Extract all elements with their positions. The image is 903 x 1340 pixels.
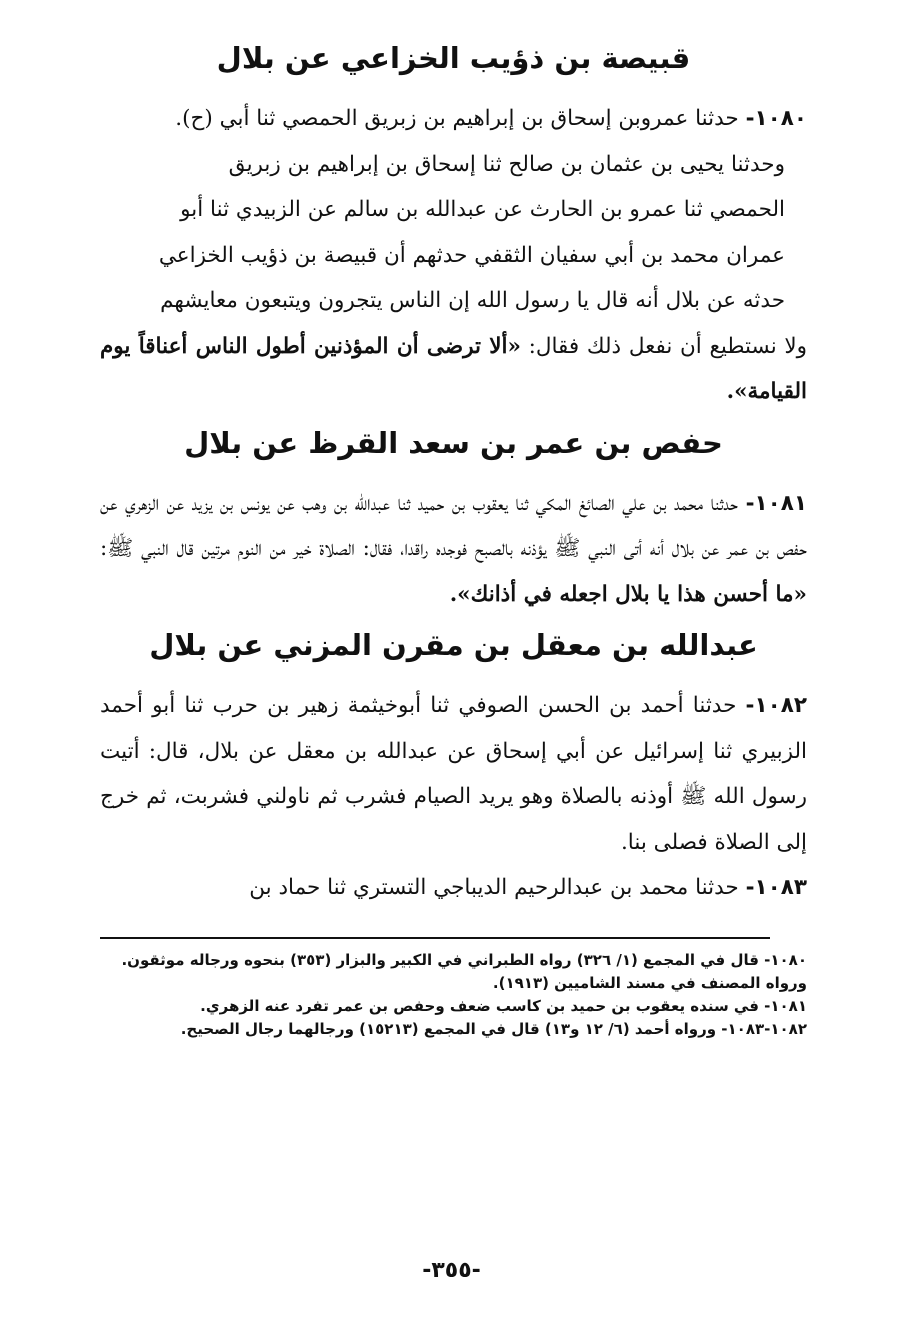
hadith-number-1083: ١٠٨٣-	[745, 875, 807, 900]
hadith-1083-text: حدثنا محمد بن عبدالرحيم الديباجي التستري ثنا حماد بن	[249, 875, 739, 900]
hadith-number-1081: ١٠٨١-	[745, 490, 807, 516]
hadith-1082	[100, 683, 807, 865]
hadith-1080-line: وحدثنا يحيى بن عثمان بن صالح ثنا إسحاق بن إبراهيم بن زبريق	[228, 151, 785, 177]
footnote-divider	[100, 937, 770, 939]
footnote-1081: ١٠٨١- في سنده يعقوب بن حميد بن كاسب ضعف وحفص بن عمر تفرد عنه الزهري.	[200, 996, 807, 1015]
hadith-1080-chain-1	[100, 96, 807, 142]
footnotes	[100, 949, 807, 1041]
footnote-1080: ١٠٨٠- قال في المجمع (١/ ٣٢٦) رواه الطبراني في الكبير والبزار (٣٥٣) بنحوه ورجاله موثقون. ورواه المصنف في مسند الشاميين (١٩١٣).	[121, 950, 807, 992]
hadith-1080-text-1: حدثنا عمروبن إسحاق بن إبراهيم بن زبريق الحمصي ثنا أبي (ح).	[175, 106, 739, 131]
hadith-1080-prophetic-quote: «ألا ترضى أن المؤذنين أطول الناس أعناقاً يوم القيامة».	[100, 333, 807, 404]
section-heading-qabisa: قبيصة بن ذؤيب الخزاعي عن بلال	[216, 41, 691, 75]
hadith-number-1080: ١٠٨٠-	[745, 106, 807, 131]
hadith-1080-line: الحمصي ثنا عمرو بن الحارث عن عبدالله بن سالم عن الزبيدي ثنا أبو	[180, 197, 785, 222]
hadith-1083	[100, 865, 807, 911]
hadith-number-1082: ١٠٨٢-	[745, 693, 807, 718]
hadith-1081-text: حدثنا محمد بن علي الصائغ المكي ثنا يعقوب بن حميد ثنا عبدالله بن وهب عن يونس بن يزيد عن الزهري عن حفص بن عمر عن بلال أنه أتى النبي ﷺ يؤذنه بالصبح فوجده راقدا، فقال: الصلاة خير من النوم مرتين قال النبي ﷺ:	[100, 490, 807, 561]
footnote-1082-1083: ١٠٨٢-١٠٨٣- ورواه أحمد (٦/ ١٢ و١٣) قال في المجمع (١٥٢١٣) ورجالهما رجال الصحيح.	[180, 1019, 807, 1038]
hadith-1080-text-end: ولا نستطيع أن نفعل ذلك فقال:	[528, 333, 807, 359]
section-heading-abdullah: عبدالله بن معقل بن مقرن المزني عن بلال	[149, 628, 758, 662]
hadith-1081-prophetic-quote: «ما أحسن هذا يا بلال اجعله في أذانك».	[449, 581, 807, 607]
hadith-1080-chain-2	[100, 142, 807, 415]
hadith-1080-line: عمران محمد بن أبي سفيان الثقفي حدثهم أن قبيصة بن ذؤيب الخزاعي	[158, 242, 785, 268]
section-heading-hafs: حفص بن عمر بن سعد القرظ عن بلال	[184, 425, 723, 460]
hadith-1082-text: حدثنا أحمد بن الحسن الصوفي ثنا أبوخيثمة زهير بن حرب ثنا أبو أحمد الزبيري ثنا إسرائيل عن أبي إسحاق عن عبدالله بن معقل عن بلال، قال: أتيت رسول الله ﷺ أوذنه بالصلاة وهو يريد الصيام فشرب ثم ناولني فشربت، ثم خرج إلى الصلاة فصلى بنا.	[100, 693, 807, 855]
hadith-1081	[100, 481, 807, 618]
page-number: -٣٥٥-	[422, 1258, 481, 1283]
hadith-1080-line: حدثه عن بلال أنه قال يا رسول الله إن الناس يتجرون ويتبعون معايشهم	[160, 288, 785, 313]
